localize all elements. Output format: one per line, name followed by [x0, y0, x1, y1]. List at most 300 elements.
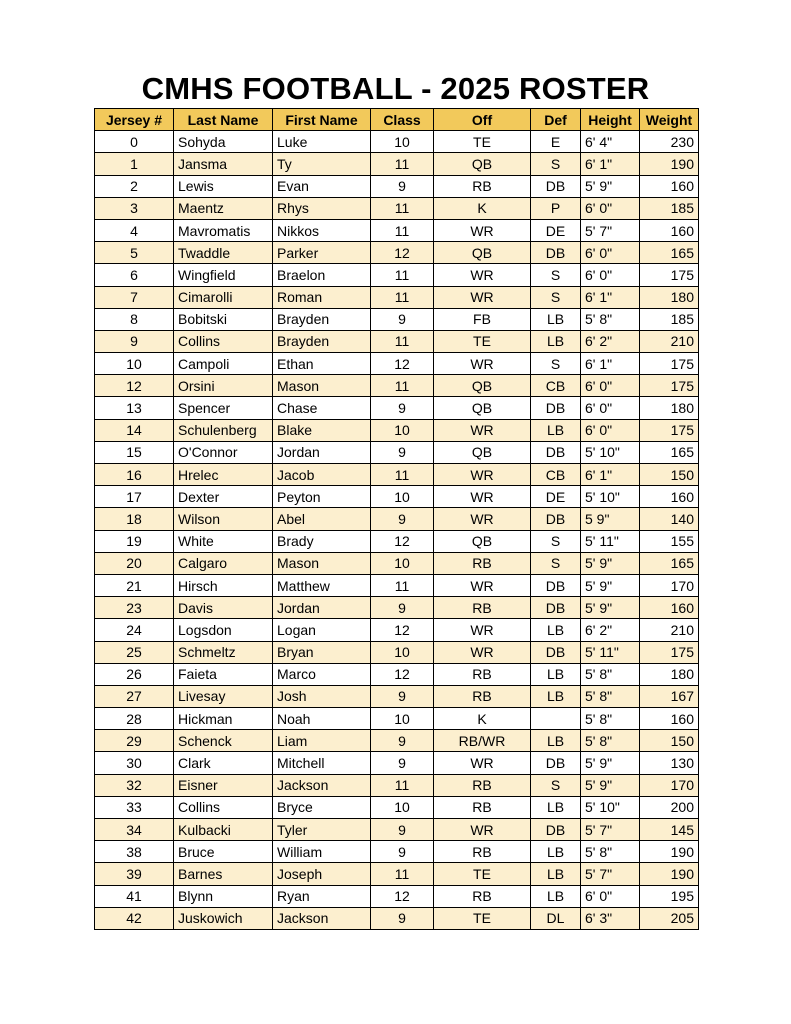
- first-name-cell: Rhys: [273, 197, 371, 219]
- def-position-cell: LB: [531, 330, 581, 352]
- last-name-cell: Hickman: [174, 708, 273, 730]
- class-cell: 11: [371, 574, 434, 596]
- table-row: [95, 708, 699, 730]
- class-cell: 11: [371, 219, 434, 241]
- column-header-height: Height: [581, 109, 640, 131]
- last-name-cell: Campoli: [174, 353, 273, 375]
- off-position-cell: WR: [434, 641, 531, 663]
- first-name-cell: Josh: [273, 685, 371, 707]
- jersey-cell: 7: [95, 286, 174, 308]
- jersey-cell: 2: [95, 175, 174, 197]
- def-position-cell: S: [531, 286, 581, 308]
- height-cell: 5' 8": [581, 308, 640, 330]
- weight-cell: 160: [640, 219, 699, 241]
- off-position-cell: QB: [434, 153, 531, 175]
- height-cell: 6' 0": [581, 397, 640, 419]
- class-cell: 10: [371, 419, 434, 441]
- table-row: [95, 197, 699, 219]
- table-row: [95, 464, 699, 486]
- def-position-cell: S: [531, 530, 581, 552]
- table-row: [95, 264, 699, 286]
- column-header-def: Def: [531, 109, 581, 131]
- class-cell: 10: [371, 131, 434, 153]
- table-row: [95, 907, 699, 929]
- def-position-cell: DB: [531, 508, 581, 530]
- first-name-cell: Bryce: [273, 796, 371, 818]
- jersey-cell: 6: [95, 264, 174, 286]
- height-cell: 6' 4": [581, 131, 640, 153]
- class-cell: 9: [371, 175, 434, 197]
- class-cell: 9: [371, 441, 434, 463]
- table-row: [95, 419, 699, 441]
- weight-cell: 145: [640, 819, 699, 841]
- off-position-cell: K: [434, 197, 531, 219]
- class-cell: 11: [371, 375, 434, 397]
- height-cell: 6' 1": [581, 464, 640, 486]
- height-cell: 5' 7": [581, 219, 640, 241]
- last-name-cell: Collins: [174, 796, 273, 818]
- last-name-cell: Schmeltz: [174, 641, 273, 663]
- height-cell: 6' 2": [581, 330, 640, 352]
- weight-cell: 195: [640, 885, 699, 907]
- first-name-cell: Parker: [273, 242, 371, 264]
- jersey-cell: 15: [95, 441, 174, 463]
- jersey-cell: 34: [95, 819, 174, 841]
- first-name-cell: Logan: [273, 619, 371, 641]
- table-row: [95, 441, 699, 463]
- last-name-cell: Livesay: [174, 685, 273, 707]
- table-row: [95, 597, 699, 619]
- jersey-cell: 9: [95, 330, 174, 352]
- jersey-cell: 33: [95, 796, 174, 818]
- off-position-cell: TE: [434, 131, 531, 153]
- class-cell: 11: [371, 153, 434, 175]
- height-cell: 6' 1": [581, 353, 640, 375]
- off-position-cell: RB: [434, 552, 531, 574]
- last-name-cell: Hrelec: [174, 464, 273, 486]
- jersey-cell: 3: [95, 197, 174, 219]
- height-cell: 5' 8": [581, 663, 640, 685]
- first-name-cell: Ty: [273, 153, 371, 175]
- weight-cell: 190: [640, 841, 699, 863]
- first-name-cell: Braelon: [273, 264, 371, 286]
- table-row: [95, 353, 699, 375]
- def-position-cell: LB: [531, 841, 581, 863]
- jersey-cell: 41: [95, 885, 174, 907]
- off-position-cell: QB: [434, 530, 531, 552]
- first-name-cell: Tyler: [273, 819, 371, 841]
- first-name-cell: Ethan: [273, 353, 371, 375]
- class-cell: 9: [371, 752, 434, 774]
- off-position-cell: WR: [434, 574, 531, 596]
- def-position-cell: DE: [531, 486, 581, 508]
- last-name-cell: Spencer: [174, 397, 273, 419]
- weight-cell: 210: [640, 330, 699, 352]
- weight-cell: 190: [640, 863, 699, 885]
- table-row: [95, 375, 699, 397]
- height-cell: 6' 2": [581, 619, 640, 641]
- def-position-cell: DB: [531, 175, 581, 197]
- off-position-cell: WR: [434, 264, 531, 286]
- class-cell: 12: [371, 530, 434, 552]
- column-header-off: Off: [434, 109, 531, 131]
- column-header-jersey: Jersey #: [95, 109, 174, 131]
- column-header-weight: Weight: [640, 109, 699, 131]
- weight-cell: 170: [640, 774, 699, 796]
- weight-cell: 175: [640, 375, 699, 397]
- table-row: [95, 397, 699, 419]
- height-cell: 5' 11": [581, 530, 640, 552]
- def-position-cell: DB: [531, 819, 581, 841]
- first-name-cell: Jordan: [273, 441, 371, 463]
- def-position-cell: LB: [531, 685, 581, 707]
- roster-table: [94, 108, 699, 930]
- weight-cell: 160: [640, 486, 699, 508]
- off-position-cell: QB: [434, 397, 531, 419]
- last-name-cell: Jansma: [174, 153, 273, 175]
- off-position-cell: RB: [434, 685, 531, 707]
- first-name-cell: Blake: [273, 419, 371, 441]
- height-cell: 5' 7": [581, 819, 640, 841]
- first-name-cell: Jackson: [273, 907, 371, 929]
- first-name-cell: Marco: [273, 663, 371, 685]
- height-cell: 5' 8": [581, 730, 640, 752]
- def-position-cell: [531, 708, 581, 730]
- height-cell: 5' 9": [581, 574, 640, 596]
- class-cell: 9: [371, 907, 434, 929]
- last-name-cell: Wingfield: [174, 264, 273, 286]
- off-position-cell: TE: [434, 863, 531, 885]
- page-title: CMHS FOOTBALL - 2025 ROSTER: [141, 71, 650, 106]
- last-name-cell: Clark: [174, 752, 273, 774]
- weight-cell: 130: [640, 752, 699, 774]
- off-position-cell: RB: [434, 841, 531, 863]
- table-row: [95, 486, 699, 508]
- height-cell: 6' 0": [581, 419, 640, 441]
- off-position-cell: TE: [434, 907, 531, 929]
- class-cell: 12: [371, 242, 434, 264]
- jersey-cell: 10: [95, 353, 174, 375]
- jersey-cell: 38: [95, 841, 174, 863]
- def-position-cell: S: [531, 774, 581, 796]
- jersey-cell: 4: [95, 219, 174, 241]
- off-position-cell: WR: [434, 819, 531, 841]
- def-position-cell: S: [531, 153, 581, 175]
- height-cell: 5' 8": [581, 685, 640, 707]
- jersey-cell: 19: [95, 530, 174, 552]
- class-cell: 11: [371, 330, 434, 352]
- height-cell: 5' 9": [581, 774, 640, 796]
- height-cell: 6' 3": [581, 907, 640, 929]
- class-cell: 11: [371, 264, 434, 286]
- height-cell: 6' 0": [581, 885, 640, 907]
- weight-cell: 175: [640, 419, 699, 441]
- class-cell: 9: [371, 685, 434, 707]
- off-position-cell: RB: [434, 175, 531, 197]
- def-position-cell: DB: [531, 752, 581, 774]
- off-position-cell: WR: [434, 353, 531, 375]
- weight-cell: 160: [640, 597, 699, 619]
- weight-cell: 185: [640, 308, 699, 330]
- class-cell: 11: [371, 464, 434, 486]
- class-cell: 12: [371, 353, 434, 375]
- weight-cell: 200: [640, 796, 699, 818]
- def-position-cell: P: [531, 197, 581, 219]
- last-name-cell: Twaddle: [174, 242, 273, 264]
- first-name-cell: Roman: [273, 286, 371, 308]
- jersey-cell: 28: [95, 708, 174, 730]
- first-name-cell: Peyton: [273, 486, 371, 508]
- class-cell: 10: [371, 552, 434, 574]
- def-position-cell: DB: [531, 397, 581, 419]
- class-cell: 12: [371, 663, 434, 685]
- class-cell: 12: [371, 619, 434, 641]
- class-cell: 12: [371, 885, 434, 907]
- class-cell: 11: [371, 863, 434, 885]
- table-row: [95, 286, 699, 308]
- off-position-cell: WR: [434, 752, 531, 774]
- off-position-cell: RB: [434, 663, 531, 685]
- last-name-cell: Orsini: [174, 375, 273, 397]
- height-cell: 5' 7": [581, 863, 640, 885]
- weight-cell: 170: [640, 574, 699, 596]
- height-cell: 6' 1": [581, 286, 640, 308]
- def-position-cell: LB: [531, 885, 581, 907]
- weight-cell: 180: [640, 397, 699, 419]
- off-position-cell: WR: [434, 464, 531, 486]
- class-cell: 10: [371, 708, 434, 730]
- height-cell: 6' 0": [581, 375, 640, 397]
- last-name-cell: White: [174, 530, 273, 552]
- last-name-cell: Dexter: [174, 486, 273, 508]
- off-position-cell: WR: [434, 419, 531, 441]
- def-position-cell: DB: [531, 441, 581, 463]
- def-position-cell: S: [531, 552, 581, 574]
- weight-cell: 160: [640, 175, 699, 197]
- table-row: [95, 308, 699, 330]
- height-cell: 5' 8": [581, 841, 640, 863]
- first-name-cell: Luke: [273, 131, 371, 153]
- jersey-cell: 21: [95, 574, 174, 596]
- def-position-cell: DL: [531, 907, 581, 929]
- last-name-cell: Lewis: [174, 175, 273, 197]
- height-cell: 5' 11": [581, 641, 640, 663]
- table-row: [95, 774, 699, 796]
- weight-cell: 165: [640, 552, 699, 574]
- def-position-cell: LB: [531, 863, 581, 885]
- class-cell: 9: [371, 597, 434, 619]
- jersey-cell: 39: [95, 863, 174, 885]
- def-position-cell: DB: [531, 242, 581, 264]
- roster-body: [95, 131, 699, 930]
- last-name-cell: Eisner: [174, 774, 273, 796]
- off-position-cell: K: [434, 708, 531, 730]
- last-name-cell: Bruce: [174, 841, 273, 863]
- table-row: [95, 752, 699, 774]
- height-cell: 6' 0": [581, 242, 640, 264]
- jersey-cell: 0: [95, 131, 174, 153]
- first-name-cell: Mason: [273, 375, 371, 397]
- column-header-class: Class: [371, 109, 434, 131]
- weight-cell: 175: [640, 641, 699, 663]
- table-row: [95, 153, 699, 175]
- weight-cell: 175: [640, 264, 699, 286]
- weight-cell: 190: [640, 153, 699, 175]
- last-name-cell: Kulbacki: [174, 819, 273, 841]
- jersey-cell: 29: [95, 730, 174, 752]
- last-name-cell: Barnes: [174, 863, 273, 885]
- first-name-cell: Matthew: [273, 574, 371, 596]
- class-cell: 10: [371, 796, 434, 818]
- table-row: [95, 574, 699, 596]
- off-position-cell: WR: [434, 219, 531, 241]
- last-name-cell: Schulenberg: [174, 419, 273, 441]
- last-name-cell: Mavromatis: [174, 219, 273, 241]
- class-cell: 9: [371, 841, 434, 863]
- column-header-last-name: Last Name: [174, 109, 273, 131]
- table-row: [95, 330, 699, 352]
- first-name-cell: Mason: [273, 552, 371, 574]
- table-row: [95, 219, 699, 241]
- table-row: [95, 641, 699, 663]
- last-name-cell: Blynn: [174, 885, 273, 907]
- first-name-cell: Noah: [273, 708, 371, 730]
- last-name-cell: Schenck: [174, 730, 273, 752]
- height-cell: 5' 9": [581, 597, 640, 619]
- last-name-cell: Davis: [174, 597, 273, 619]
- table-row: [95, 530, 699, 552]
- first-name-cell: Brayden: [273, 330, 371, 352]
- last-name-cell: Maentz: [174, 197, 273, 219]
- off-position-cell: RB/WR: [434, 730, 531, 752]
- first-name-cell: Chase: [273, 397, 371, 419]
- first-name-cell: Jackson: [273, 774, 371, 796]
- first-name-cell: Liam: [273, 730, 371, 752]
- def-position-cell: DB: [531, 641, 581, 663]
- table-row: [95, 885, 699, 907]
- off-position-cell: WR: [434, 286, 531, 308]
- height-cell: 5' 8": [581, 708, 640, 730]
- def-position-cell: DB: [531, 574, 581, 596]
- jersey-cell: 42: [95, 907, 174, 929]
- def-position-cell: S: [531, 264, 581, 286]
- first-name-cell: Ryan: [273, 885, 371, 907]
- height-cell: 5' 10": [581, 441, 640, 463]
- last-name-cell: O'Connor: [174, 441, 273, 463]
- jersey-cell: 25: [95, 641, 174, 663]
- table-row: [95, 841, 699, 863]
- class-cell: 9: [371, 819, 434, 841]
- last-name-cell: Cimarolli: [174, 286, 273, 308]
- last-name-cell: Wilson: [174, 508, 273, 530]
- jersey-cell: 17: [95, 486, 174, 508]
- weight-cell: 175: [640, 353, 699, 375]
- table-row: [95, 552, 699, 574]
- jersey-cell: 32: [95, 774, 174, 796]
- jersey-cell: 13: [95, 397, 174, 419]
- jersey-cell: 1: [95, 153, 174, 175]
- weight-cell: 230: [640, 131, 699, 153]
- first-name-cell: Nikkos: [273, 219, 371, 241]
- class-cell: 10: [371, 641, 434, 663]
- last-name-cell: Bobitski: [174, 308, 273, 330]
- weight-cell: 167: [640, 685, 699, 707]
- jersey-cell: 23: [95, 597, 174, 619]
- off-position-cell: TE: [434, 330, 531, 352]
- weight-cell: 140: [640, 508, 699, 530]
- def-position-cell: LB: [531, 419, 581, 441]
- weight-cell: 160: [640, 708, 699, 730]
- weight-cell: 155: [640, 530, 699, 552]
- table-row: [95, 508, 699, 530]
- header-row: [95, 109, 699, 131]
- first-name-cell: William: [273, 841, 371, 863]
- column-header-first-name: First Name: [273, 109, 371, 131]
- first-name-cell: Mitchell: [273, 752, 371, 774]
- jersey-cell: 12: [95, 375, 174, 397]
- table-row: [95, 685, 699, 707]
- off-position-cell: QB: [434, 441, 531, 463]
- class-cell: 9: [371, 508, 434, 530]
- jersey-cell: 27: [95, 685, 174, 707]
- class-cell: 9: [371, 397, 434, 419]
- first-name-cell: Brady: [273, 530, 371, 552]
- height-cell: 5' 9": [581, 175, 640, 197]
- jersey-cell: 26: [95, 663, 174, 685]
- off-position-cell: QB: [434, 375, 531, 397]
- def-position-cell: CB: [531, 375, 581, 397]
- class-cell: 11: [371, 774, 434, 796]
- off-position-cell: RB: [434, 885, 531, 907]
- off-position-cell: WR: [434, 619, 531, 641]
- first-name-cell: Bryan: [273, 641, 371, 663]
- height-cell: 5' 10": [581, 796, 640, 818]
- def-position-cell: LB: [531, 730, 581, 752]
- weight-cell: 185: [640, 197, 699, 219]
- height-cell: 5' 10": [581, 486, 640, 508]
- jersey-cell: 20: [95, 552, 174, 574]
- class-cell: 9: [371, 730, 434, 752]
- first-name-cell: Evan: [273, 175, 371, 197]
- def-position-cell: LB: [531, 663, 581, 685]
- def-position-cell: E: [531, 131, 581, 153]
- off-position-cell: WR: [434, 508, 531, 530]
- table-row: [95, 663, 699, 685]
- def-position-cell: LB: [531, 619, 581, 641]
- height-cell: 6' 0": [581, 264, 640, 286]
- class-cell: 9: [371, 308, 434, 330]
- off-position-cell: RB: [434, 796, 531, 818]
- jersey-cell: 14: [95, 419, 174, 441]
- first-name-cell: Jacob: [273, 464, 371, 486]
- table-row: [95, 175, 699, 197]
- weight-cell: 205: [640, 907, 699, 929]
- def-position-cell: CB: [531, 464, 581, 486]
- def-position-cell: S: [531, 353, 581, 375]
- jersey-cell: 18: [95, 508, 174, 530]
- table-row: [95, 730, 699, 752]
- first-name-cell: Jordan: [273, 597, 371, 619]
- height-cell: 5' 9": [581, 752, 640, 774]
- def-position-cell: LB: [531, 308, 581, 330]
- class-cell: 10: [371, 486, 434, 508]
- off-position-cell: WR: [434, 486, 531, 508]
- weight-cell: 165: [640, 242, 699, 264]
- def-position-cell: DB: [531, 597, 581, 619]
- table-row: [95, 619, 699, 641]
- last-name-cell: Faieta: [174, 663, 273, 685]
- weight-cell: 150: [640, 464, 699, 486]
